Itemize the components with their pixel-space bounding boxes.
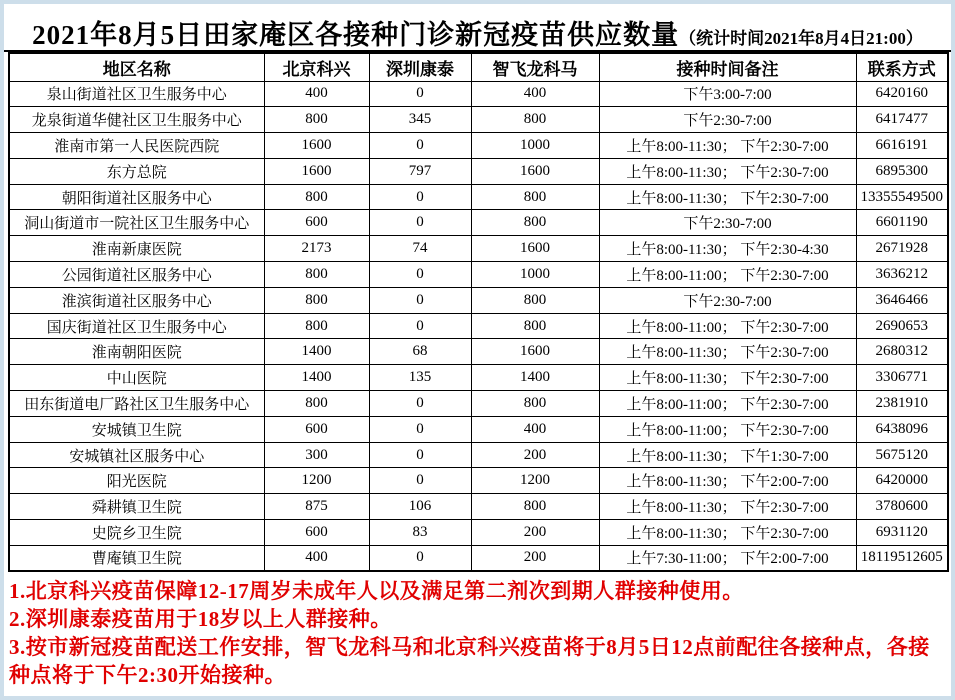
table-row <box>9 391 948 417</box>
cell-time-note: 上午8:00-11:00； 下午2:30-7:00 <box>599 262 856 288</box>
cell-zhifei-longkema: 800 <box>471 210 599 236</box>
cell-region: 淮滨街道社区服务中心 <box>9 287 264 313</box>
cell-beijing-kexing: 1400 <box>264 339 369 365</box>
cell-beijing-kexing: 600 <box>264 520 369 546</box>
cell-beijing-kexing: 800 <box>264 287 369 313</box>
table-row <box>9 236 948 262</box>
cell-region: 淮南市第一人民医院西院 <box>9 133 264 159</box>
cell-shenzhen-kangtai: 0 <box>369 391 471 417</box>
cell-region: 史院乡卫生院 <box>9 520 264 546</box>
cell-region: 舜耕镇卫生院 <box>9 494 264 520</box>
cell-shenzhen-kangtai: 74 <box>369 236 471 262</box>
cell-zhifei-longkema: 1600 <box>471 236 599 262</box>
cell-zhifei-longkema: 1400 <box>471 365 599 391</box>
note-item: 3.按市新冠疫苗配送工作安排，智飞龙科马和北京科兴疫苗将于8月5日12点前配往各接种点，各接种点将于下午2:30开始接种。 <box>9 635 930 688</box>
cell-zhifei-longkema: 800 <box>471 107 599 133</box>
cell-time-note: 上午8:00-11:30； 下午2:30-7:00 <box>599 520 856 546</box>
table-row <box>9 262 948 288</box>
cell-region: 安城镇社区服务中心 <box>9 442 264 468</box>
cell-time-note: 上午8:00-11:00； 下午2:30-7:00 <box>599 391 856 417</box>
cell-contact: 2680312 <box>856 339 948 365</box>
cell-region: 曹庵镇卫生院 <box>9 545 264 571</box>
cell-zhifei-longkema: 800 <box>471 391 599 417</box>
cell-zhifei-longkema: 1200 <box>471 468 599 494</box>
cell-contact: 6601190 <box>856 210 948 236</box>
cell-region: 淮南新康医院 <box>9 236 264 262</box>
cell-zhifei-longkema: 200 <box>471 442 599 468</box>
cell-shenzhen-kangtai: 0 <box>369 545 471 571</box>
cell-shenzhen-kangtai: 0 <box>369 184 471 210</box>
cell-time-note: 上午8:00-11:00； 下午2:30-7:00 <box>599 313 856 339</box>
cell-region: 淮南朝阳医院 <box>9 339 264 365</box>
cell-contact: 6895300 <box>856 158 948 184</box>
table-row <box>9 468 948 494</box>
supply-table <box>8 52 949 572</box>
table-row <box>9 494 948 520</box>
table-row <box>9 210 948 236</box>
cell-shenzhen-kangtai: 0 <box>369 416 471 442</box>
cell-time-note: 上午8:00-11:30； 下午2:30-7:00 <box>599 339 856 365</box>
cell-beijing-kexing: 400 <box>264 81 369 107</box>
table-row <box>9 81 948 107</box>
cell-contact: 6417477 <box>856 107 948 133</box>
cell-zhifei-longkema: 1600 <box>471 339 599 365</box>
cell-beijing-kexing: 300 <box>264 442 369 468</box>
cell-time-note: 上午8:00-11:30； 下午2:30-7:00 <box>599 133 856 159</box>
cell-time-note: 下午2:30-7:00 <box>599 287 856 313</box>
cell-beijing-kexing: 600 <box>264 416 369 442</box>
cell-contact: 5675120 <box>856 442 948 468</box>
cell-zhifei-longkema: 800 <box>471 313 599 339</box>
table-row <box>9 133 948 159</box>
cell-contact: 6420160 <box>856 81 948 107</box>
cell-contact: 13355549500 <box>856 184 948 210</box>
cell-zhifei-longkema: 200 <box>471 545 599 571</box>
cell-beijing-kexing: 875 <box>264 494 369 520</box>
column-header-beijing-kexing: 北京科兴 <box>264 53 369 81</box>
cell-zhifei-longkema: 400 <box>471 416 599 442</box>
cell-shenzhen-kangtai: 0 <box>369 133 471 159</box>
table-row <box>9 442 948 468</box>
title-suffix-text: （统计时间2021年8月4日21:00） <box>679 29 923 48</box>
cell-time-note: 上午8:00-11:30； 下午2:30-7:00 <box>599 184 856 210</box>
notes-section <box>4 572 951 689</box>
cell-shenzhen-kangtai: 0 <box>369 81 471 107</box>
title-main-text: 2021年8月5日田家庵区各接种门诊新冠疫苗供应数量 <box>32 20 680 50</box>
cell-beijing-kexing: 1400 <box>264 365 369 391</box>
note-item: 2.深圳康泰疫苗用于18岁以上人群接种。 <box>9 607 392 632</box>
cell-beijing-kexing: 1600 <box>264 133 369 159</box>
cell-region: 公园街道社区服务中心 <box>9 262 264 288</box>
cell-beijing-kexing: 1200 <box>264 468 369 494</box>
cell-shenzhen-kangtai: 345 <box>369 107 471 133</box>
table-row <box>9 158 948 184</box>
table-row <box>9 313 948 339</box>
cell-beijing-kexing: 800 <box>264 107 369 133</box>
table-row <box>9 520 948 546</box>
table-header-row <box>9 53 948 81</box>
column-header-zhifei-longkema: 智飞龙科马 <box>471 53 599 81</box>
cell-region: 龙泉街道华健社区卫生服务中心 <box>9 107 264 133</box>
cell-time-note: 上午7:30-11:00； 下午2:00-7:00 <box>599 545 856 571</box>
cell-contact: 6616191 <box>856 133 948 159</box>
cell-contact: 3780600 <box>856 494 948 520</box>
cell-time-note: 下午2:30-7:00 <box>599 107 856 133</box>
cell-beijing-kexing: 800 <box>264 313 369 339</box>
cell-zhifei-longkema: 200 <box>471 520 599 546</box>
table-row <box>9 339 948 365</box>
table-row <box>9 365 948 391</box>
cell-zhifei-longkema: 800 <box>471 494 599 520</box>
note-item: 1.北京科兴疫苗保障12-17周岁未成年人以及满足第二剂次到期人群接种使用。 <box>9 579 744 604</box>
cell-contact: 6438096 <box>856 416 948 442</box>
cell-beijing-kexing: 800 <box>264 262 369 288</box>
cell-beijing-kexing: 600 <box>264 210 369 236</box>
cell-time-note: 下午3:00-7:00 <box>599 81 856 107</box>
cell-contact: 3646466 <box>856 287 948 313</box>
table-body <box>9 81 948 571</box>
cell-time-note: 下午2:30-7:00 <box>599 210 856 236</box>
cell-region: 泉山街道社区卫生服务中心 <box>9 81 264 107</box>
cell-shenzhen-kangtai: 68 <box>369 339 471 365</box>
cell-region: 阳光医院 <box>9 468 264 494</box>
cell-shenzhen-kangtai: 135 <box>369 365 471 391</box>
cell-shenzhen-kangtai: 106 <box>369 494 471 520</box>
cell-shenzhen-kangtai: 0 <box>369 442 471 468</box>
column-header-contact: 联系方式 <box>856 53 948 81</box>
column-header-time-note: 接种时间备注 <box>599 53 856 81</box>
cell-time-note: 上午8:00-11:30； 下午2:30-7:00 <box>599 365 856 391</box>
cell-beijing-kexing: 800 <box>264 184 369 210</box>
cell-beijing-kexing: 400 <box>264 545 369 571</box>
cell-contact: 2671928 <box>856 236 948 262</box>
cell-time-note: 上午8:00-11:30； 下午1:30-7:00 <box>599 442 856 468</box>
cell-shenzhen-kangtai: 0 <box>369 210 471 236</box>
cell-contact: 3636212 <box>856 262 948 288</box>
cell-contact: 2381910 <box>856 391 948 417</box>
cell-zhifei-longkema: 400 <box>471 81 599 107</box>
cell-contact: 2690653 <box>856 313 948 339</box>
cell-shenzhen-kangtai: 83 <box>369 520 471 546</box>
cell-beijing-kexing: 1600 <box>264 158 369 184</box>
cell-shenzhen-kangtai: 0 <box>369 287 471 313</box>
cell-beijing-kexing: 800 <box>264 391 369 417</box>
cell-zhifei-longkema: 1600 <box>471 158 599 184</box>
cell-zhifei-longkema: 1000 <box>471 262 599 288</box>
cell-zhifei-longkema: 800 <box>471 184 599 210</box>
cell-contact: 18119512605 <box>856 545 948 571</box>
cell-zhifei-longkema: 1000 <box>471 133 599 159</box>
cell-time-note: 上午8:00-11:30； 下午2:30-7:00 <box>599 158 856 184</box>
cell-contact: 6931120 <box>856 520 948 546</box>
cell-region: 朝阳街道社区服务中心 <box>9 184 264 210</box>
cell-contact: 6420000 <box>856 468 948 494</box>
cell-contact: 3306771 <box>856 365 948 391</box>
table-row <box>9 107 948 133</box>
cell-shenzhen-kangtai: 797 <box>369 158 471 184</box>
cell-time-note: 上午8:00-11:00； 下午2:30-7:00 <box>599 416 856 442</box>
cell-region: 洞山街道市一院社区卫生服务中心 <box>9 210 264 236</box>
cell-region: 东方总院 <box>9 158 264 184</box>
table-row <box>9 545 948 571</box>
cell-time-note: 上午8:00-11:30； 下午2:30-4:30 <box>599 236 856 262</box>
table-row <box>9 184 948 210</box>
column-header-shenzhen-kangtai: 深圳康泰 <box>369 53 471 81</box>
cell-shenzhen-kangtai: 0 <box>369 468 471 494</box>
cell-shenzhen-kangtai: 0 <box>369 262 471 288</box>
cell-time-note: 上午8:00-11:30； 下午2:30-7:00 <box>599 494 856 520</box>
cell-region: 国庆街道社区卫生服务中心 <box>9 313 264 339</box>
cell-region: 安城镇卫生院 <box>9 416 264 442</box>
cell-shenzhen-kangtai: 0 <box>369 313 471 339</box>
table-row <box>9 287 948 313</box>
cell-time-note: 上午8:00-11:30； 下午2:00-7:00 <box>599 468 856 494</box>
page-title <box>4 4 951 52</box>
cell-beijing-kexing: 2173 <box>264 236 369 262</box>
cell-region: 田东街道电厂路社区卫生服务中心 <box>9 391 264 417</box>
cell-region: 中山医院 <box>9 365 264 391</box>
cell-zhifei-longkema: 800 <box>471 287 599 313</box>
table-row <box>9 416 948 442</box>
column-header-region: 地区名称 <box>9 53 264 81</box>
